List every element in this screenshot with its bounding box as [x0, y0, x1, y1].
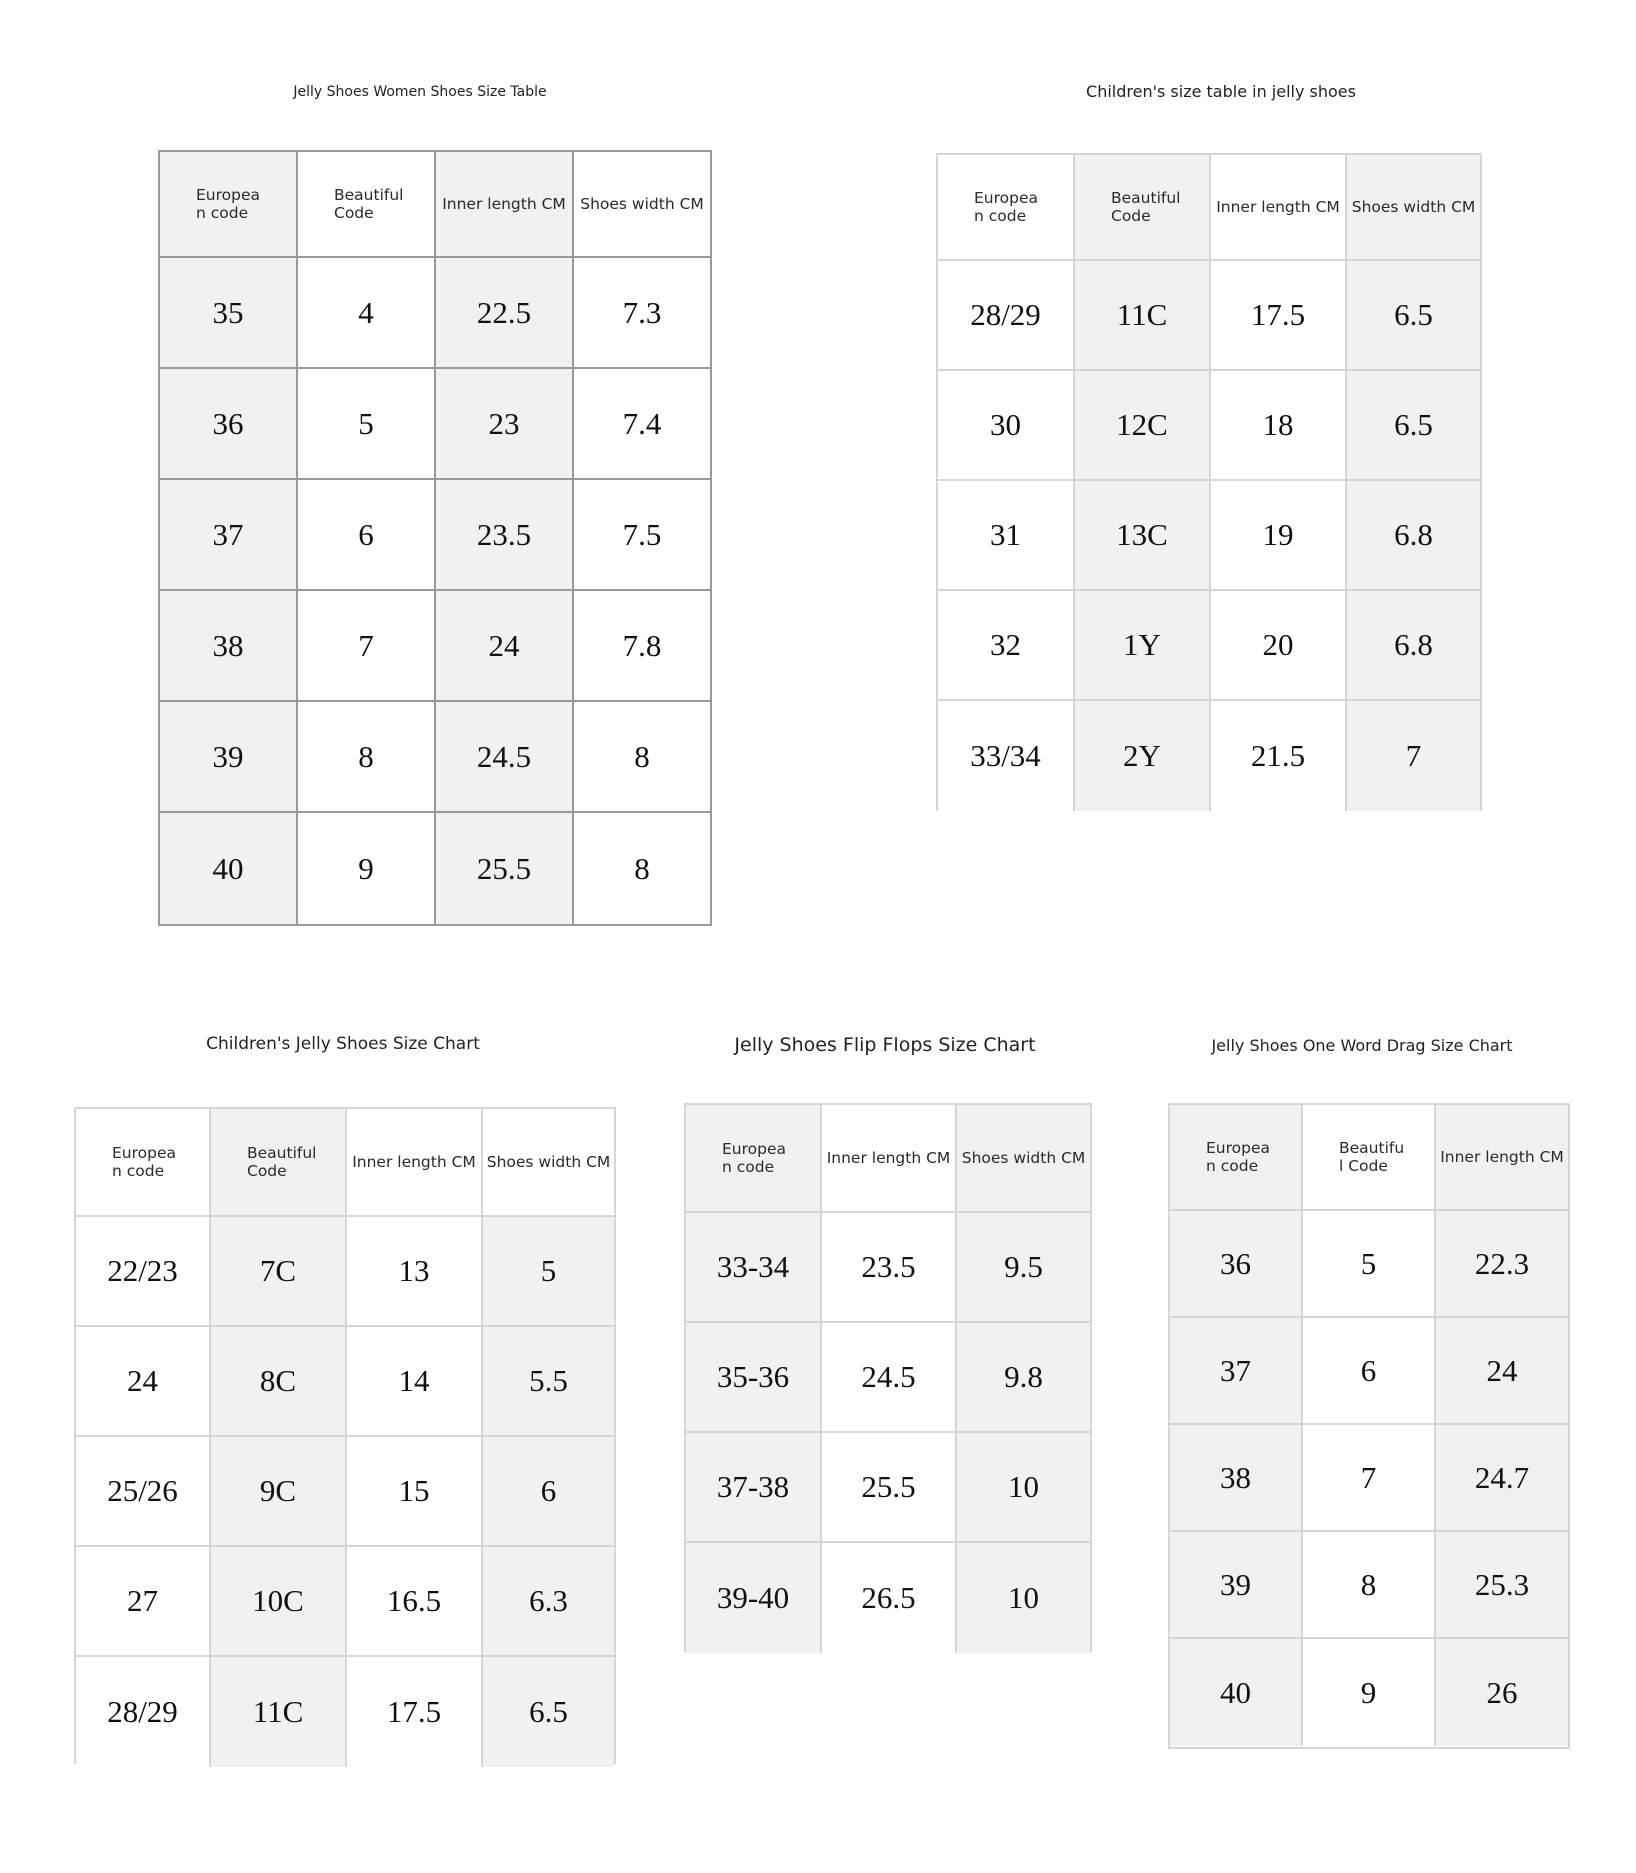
one-word-drag-size-chart-block: [1130, 1000, 1636, 1800]
women-size-table-title: Jelly Shoes Women Shoes Size Table: [293, 84, 547, 100]
column-header-label: Inner length CM: [826, 1149, 951, 1167]
table-cell: 9.5: [957, 1213, 1090, 1323]
table-cell: 6: [1303, 1318, 1436, 1425]
children-size-chart: [74, 1107, 616, 1764]
column-header: [1347, 155, 1480, 261]
table-cell: 7.8: [574, 591, 710, 702]
table-cell: 7.5: [574, 480, 710, 591]
table-cell: 10: [957, 1433, 1090, 1543]
flip-flops-size-chart-block: [650, 1000, 1130, 1800]
children-size-table-title: Children's size table in jelly shoes: [1086, 82, 1356, 101]
column-header-label: Beautiful Code: [247, 1144, 317, 1180]
column-header: [938, 155, 1075, 261]
children-size-table: [936, 153, 1482, 811]
table-cell: 38: [1170, 1425, 1303, 1532]
column-header-label: Shoes width CM: [961, 1149, 1086, 1167]
table-cell: 11C: [211, 1657, 347, 1767]
table-cell: 7: [1347, 701, 1480, 811]
table-cell: 37: [160, 480, 298, 591]
table-cell: 5.5: [483, 1327, 614, 1437]
table-cell: 6.5: [1347, 261, 1480, 371]
column-header: [347, 1109, 483, 1217]
column-header-label: Inner length CM: [1216, 198, 1340, 216]
table-cell: 24.5: [822, 1323, 957, 1433]
table-cell: 33/34: [938, 701, 1075, 811]
table-cell: 39: [160, 702, 298, 813]
women-size-table-block: [0, 0, 830, 940]
table-cell: 35: [160, 258, 298, 369]
children-size-chart-title: Children's Jelly Shoes Size Chart: [206, 1034, 480, 1054]
column-header: [1075, 155, 1211, 261]
table-cell: 36: [1170, 1211, 1303, 1318]
column-header: [160, 152, 298, 258]
table-cell: 36: [160, 369, 298, 480]
table-cell: 26: [1436, 1639, 1568, 1746]
table-cell: 32: [938, 591, 1075, 701]
table-cell: 8: [574, 813, 710, 924]
column-header: [76, 1109, 211, 1217]
table-cell: 19: [1211, 481, 1347, 591]
column-header: [686, 1105, 822, 1213]
table-cell: 14: [347, 1327, 483, 1437]
table-cell: 17.5: [1211, 261, 1347, 371]
table-cell: 23.5: [436, 480, 574, 591]
table-cell: 6.5: [483, 1657, 614, 1767]
table-cell: 22.5: [436, 258, 574, 369]
table-cell: 15: [347, 1437, 483, 1547]
table-cell: 8: [574, 702, 710, 813]
table-cell: 24.7: [1436, 1425, 1568, 1532]
table-cell: 40: [160, 813, 298, 924]
column-header-label: Beautiful Code: [1111, 189, 1181, 225]
column-header-label: Shoes width CM: [1351, 198, 1476, 216]
table-cell: 10C: [211, 1547, 347, 1657]
table-cell: 39-40: [686, 1543, 822, 1653]
column-header-label: Beautifu l Code: [1339, 1139, 1405, 1175]
one-word-drag-size-chart: [1168, 1103, 1570, 1749]
table-cell: 33-34: [686, 1213, 822, 1323]
table-cell: 24: [436, 591, 574, 702]
table-cell: 25.5: [436, 813, 574, 924]
table-cell: 12C: [1075, 371, 1211, 481]
table-cell: 9C: [211, 1437, 347, 1547]
table-cell: 27: [76, 1547, 211, 1657]
table-cell: 7.4: [574, 369, 710, 480]
table-cell: 31: [938, 481, 1075, 591]
one-word-drag-size-chart-title: Jelly Shoes One Word Drag Size Chart: [1211, 1036, 1513, 1055]
table-cell: 21.5: [1211, 701, 1347, 811]
table-cell: 1Y: [1075, 591, 1211, 701]
table-cell: 6.8: [1347, 481, 1480, 591]
column-header: [211, 1109, 347, 1217]
table-cell: 24.5: [436, 702, 574, 813]
column-header-label: Europea n code: [1206, 1139, 1271, 1175]
table-cell: 9: [298, 813, 436, 924]
table-cell: 6.8: [1347, 591, 1480, 701]
table-cell: 6.3: [483, 1547, 614, 1657]
children-size-chart-block: [0, 1000, 650, 1800]
table-cell: 20: [1211, 591, 1347, 701]
table-cell: 8: [298, 702, 436, 813]
table-cell: 6: [298, 480, 436, 591]
flip-flops-size-chart: [684, 1103, 1092, 1652]
table-cell: 9.8: [957, 1323, 1090, 1433]
table-cell: 39: [1170, 1532, 1303, 1639]
table-cell: 24: [1436, 1318, 1568, 1425]
column-header-label: Inner length CM: [352, 1153, 476, 1171]
column-header: [957, 1105, 1090, 1213]
table-cell: 10: [957, 1543, 1090, 1653]
table-cell: 6.5: [1347, 371, 1480, 481]
table-cell: 28/29: [76, 1657, 211, 1767]
column-header-label: Shoes width CM: [486, 1153, 611, 1171]
table-cell: 17.5: [347, 1657, 483, 1767]
table-cell: 8: [1303, 1532, 1436, 1639]
women-size-table: [158, 150, 712, 926]
table-cell: 37-38: [686, 1433, 822, 1543]
column-header: [822, 1105, 957, 1213]
table-cell: 23.5: [822, 1213, 957, 1323]
column-header-label: Beautiful Code: [334, 186, 404, 222]
table-cell: 28/29: [938, 261, 1075, 371]
table-cell: 37: [1170, 1318, 1303, 1425]
table-cell: 7C: [211, 1217, 347, 1327]
table-cell: 2Y: [1075, 701, 1211, 811]
table-cell: 7: [1303, 1425, 1436, 1532]
table-cell: 13C: [1075, 481, 1211, 591]
table-cell: 22.3: [1436, 1211, 1568, 1318]
table-cell: 5: [1303, 1211, 1436, 1318]
table-cell: 13: [347, 1217, 483, 1327]
column-header: [298, 152, 436, 258]
table-cell: 25.3: [1436, 1532, 1568, 1639]
table-cell: 25.5: [822, 1433, 957, 1543]
column-header-label: Shoes width CM: [580, 195, 704, 213]
table-cell: 8C: [211, 1327, 347, 1437]
table-cell: 9: [1303, 1639, 1436, 1746]
column-header-label: Europea n code: [974, 189, 1039, 225]
table-cell: 18: [1211, 371, 1347, 481]
column-header: [1436, 1105, 1568, 1211]
table-cell: 24: [76, 1327, 211, 1437]
table-cell: 5: [483, 1217, 614, 1327]
table-cell: 35-36: [686, 1323, 822, 1433]
children-size-table-block: [830, 0, 1636, 940]
column-header-label: Europea n code: [112, 1144, 177, 1180]
column-header: [483, 1109, 614, 1217]
column-header-label: Europea n code: [196, 186, 261, 222]
column-header-label: Inner length CM: [1440, 1148, 1564, 1166]
table-cell: 5: [298, 369, 436, 480]
table-cell: 40: [1170, 1639, 1303, 1746]
column-header-label: Inner length CM: [442, 195, 566, 213]
column-header: [1211, 155, 1347, 261]
column-header: [436, 152, 574, 258]
column-header: [574, 152, 710, 258]
column-header: [1303, 1105, 1436, 1211]
table-cell: 26.5: [822, 1543, 957, 1653]
table-cell: 22/23: [76, 1217, 211, 1327]
table-cell: 23: [436, 369, 574, 480]
table-cell: 7: [298, 591, 436, 702]
table-cell: 4: [298, 258, 436, 369]
table-cell: 16.5: [347, 1547, 483, 1657]
column-header-label: Europea n code: [722, 1140, 787, 1176]
table-cell: 7.3: [574, 258, 710, 369]
flip-flops-size-chart-title: Jelly Shoes Flip Flops Size Chart: [734, 1034, 1036, 1056]
table-cell: 38: [160, 591, 298, 702]
column-header: [1170, 1105, 1303, 1211]
table-cell: 25/26: [76, 1437, 211, 1547]
table-cell: 6: [483, 1437, 614, 1547]
table-cell: 30: [938, 371, 1075, 481]
table-cell: 11C: [1075, 261, 1211, 371]
